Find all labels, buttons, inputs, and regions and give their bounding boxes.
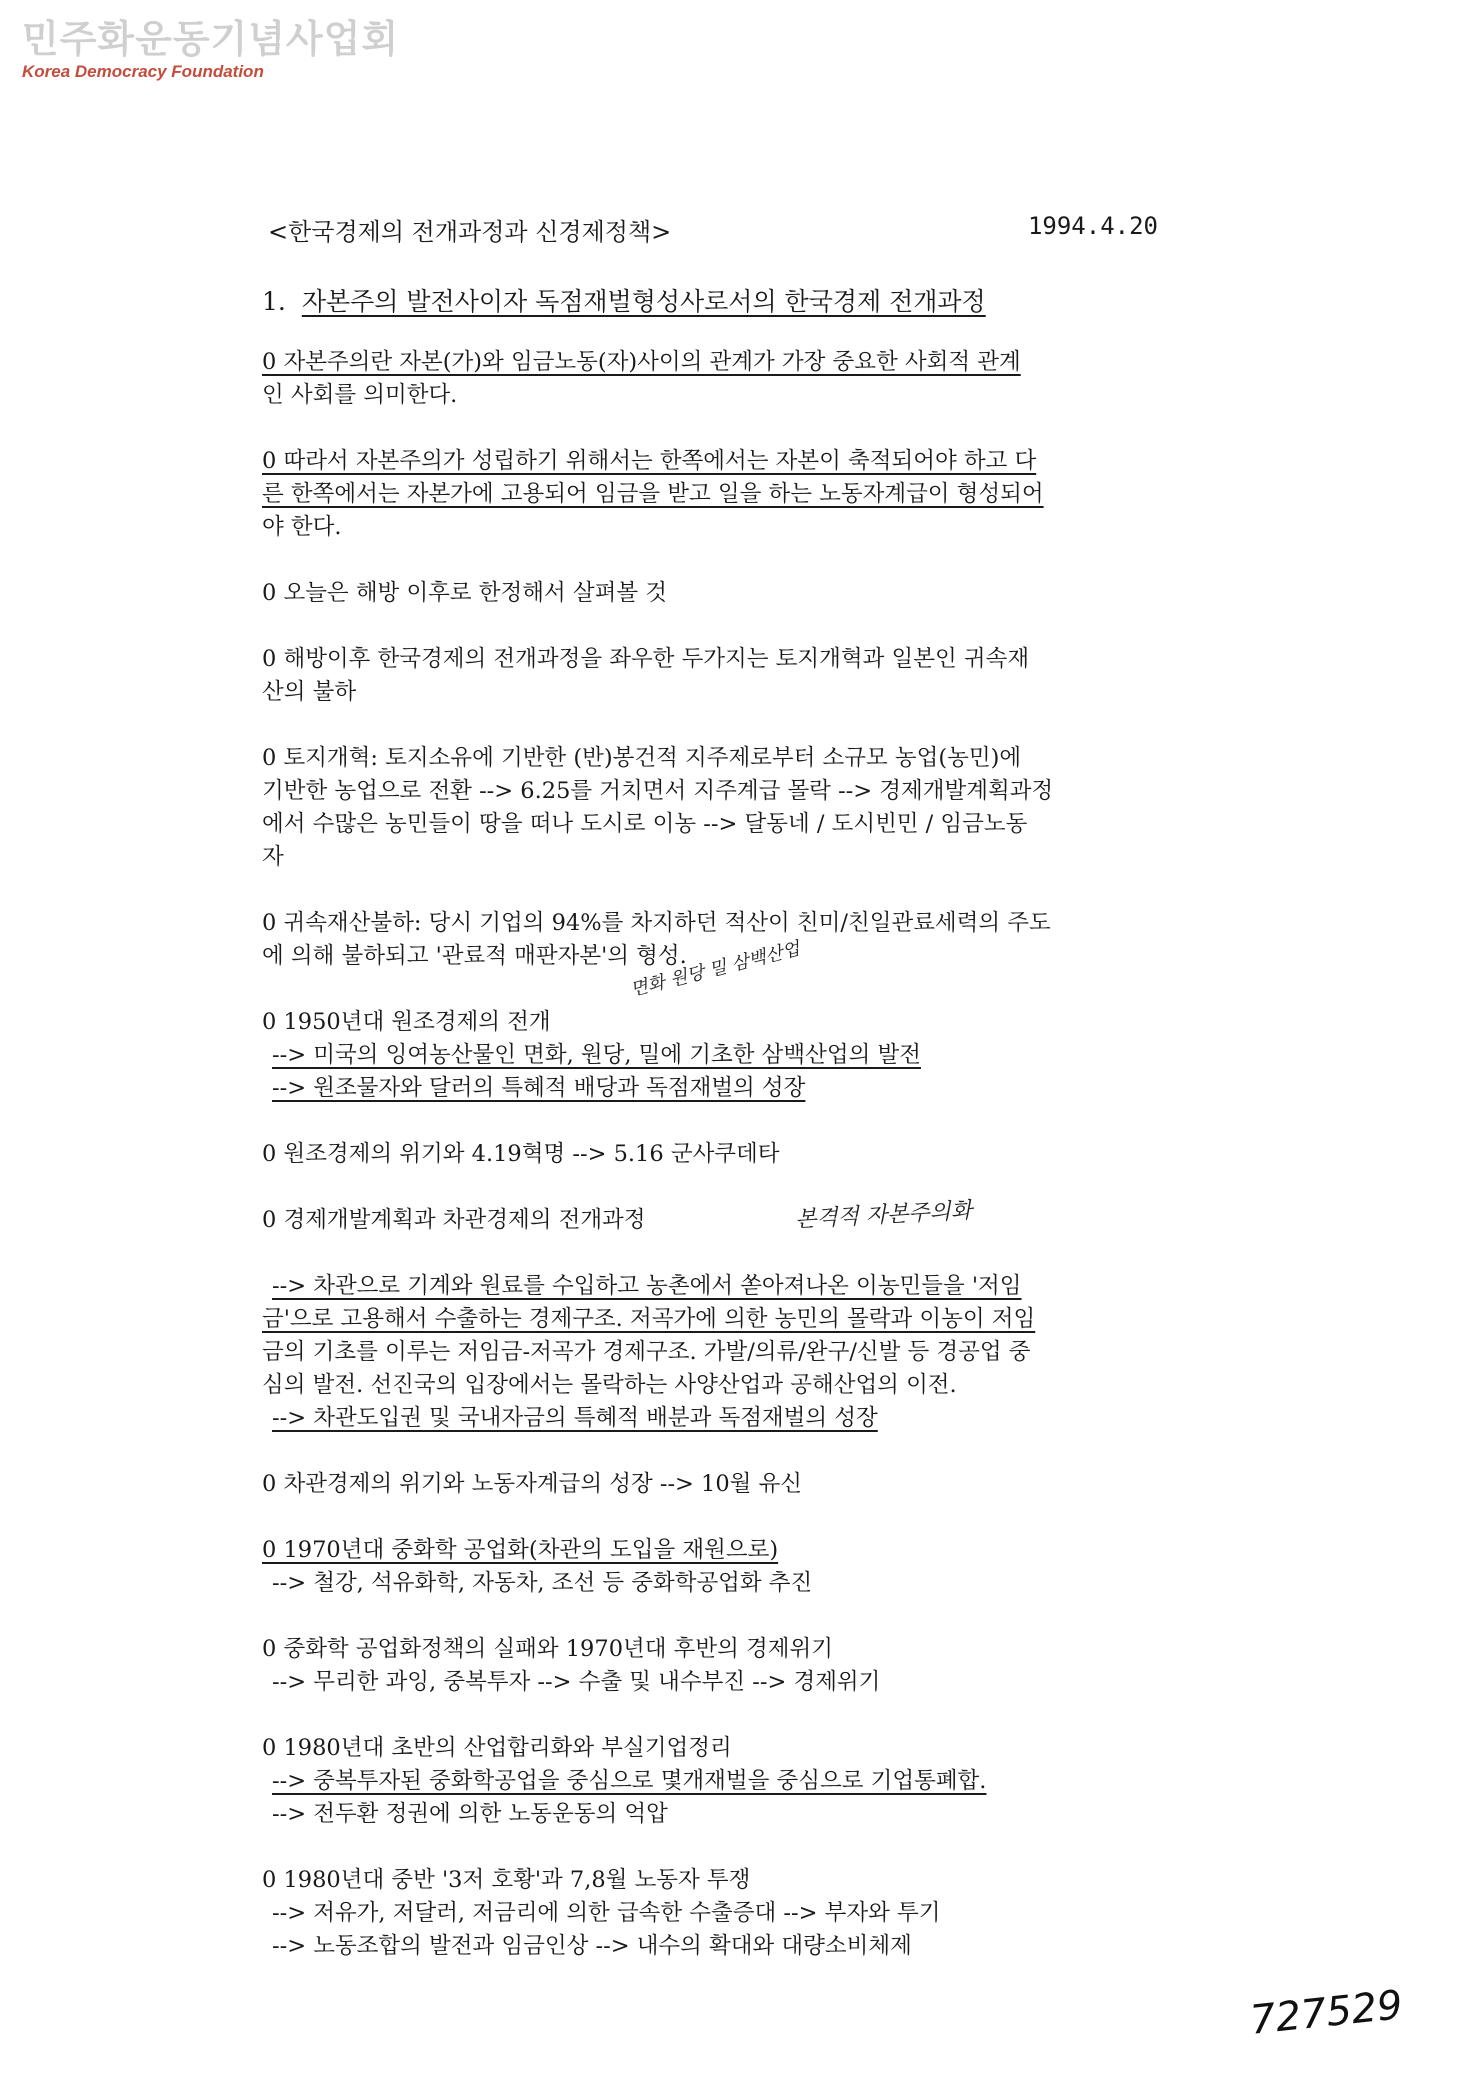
paragraph-line: 0 경제개발계획과 차관경제의 전개과정	[262, 1207, 646, 1233]
paragraph-line: 기반한 농업으로 전환 --> 6.25를 거치면서 지주계급 몰락 --> 경제개발계획과정	[262, 778, 1054, 804]
paragraph	[262, 1270, 1222, 1435]
paragraph-line: 0 차관경제의 위기와 노동자계급의 성장 --> 10월 유신	[262, 1471, 803, 1497]
document-header	[268, 212, 1158, 246]
paragraph	[262, 1138, 1222, 1171]
paragraph	[262, 445, 1222, 544]
paragraph	[262, 1864, 1222, 1963]
paragraph	[262, 1633, 1222, 1699]
paragraph-line: --> 미국의 잉여농산물인 면화, 원당, 밀에 기초한 삼백산업의 발전	[272, 1042, 921, 1068]
paragraph-line: 0 원조경제의 위기와 4.19혁명 --> 5.16 군사쿠데타	[262, 1141, 780, 1167]
paragraph-line: 0 귀속재산불하: 당시 기업의 94%를 차지하던 적산이 친미/친일관료세력의 주도	[262, 910, 1051, 936]
paragraph-line: 른 한쪽에서는 자본가에 고용되어 임금을 받고 일을 하는 노동자계급이 형성되어	[262, 481, 1044, 507]
paragraph-line: 산의 불하	[262, 679, 357, 705]
paragraph-line: 0 오늘은 해방 이후로 한정해서 살펴볼 것	[262, 580, 667, 606]
paragraph-line: 0 1950년대 원조경제의 전개	[262, 1009, 551, 1035]
paragraph-line: 0 1970년대 중화학 공업화(차관의 도입을 재원으로)	[262, 1537, 779, 1563]
paragraph-line: 자	[262, 844, 284, 870]
section-number: 1.	[262, 287, 286, 316]
document-date: 1994.4.20	[1027, 212, 1158, 240]
paragraph	[262, 577, 1222, 610]
paragraph-line: --> 차관으로 기계와 원료를 수입하고 농촌에서 쏟아져나온 이농민들을 '저임	[272, 1273, 1022, 1299]
paragraph	[262, 1006, 1222, 1105]
paragraph-line: --> 원조물자와 달러의 특혜적 배당과 독점재벌의 성장	[272, 1075, 806, 1101]
paragraph-line: 0 따라서 자본주의가 성립하기 위해서는 한쪽에서는 자본이 축적되어야 하고 다	[262, 448, 1037, 474]
document-title: <한국경제의 전개과정과 신경제정책>	[268, 218, 672, 246]
paragraph-line: 에서 수많은 농민들이 땅을 떠나 도시로 이농 --> 달동네 / 도시빈민 / 임금노동	[262, 811, 1028, 837]
document-body	[262, 346, 1222, 1996]
paragraph-line: --> 중복투자된 중화학공업을 중심으로 몇개재벌을 중심으로 기업통폐합.	[272, 1768, 987, 1794]
handwritten-note-aid-goods: 면화 원당 밀 삼백산업	[628, 938, 802, 1001]
paragraph-line: 에 의해 불하되고 '관료적 매판자본'의 형성.	[262, 943, 687, 969]
paragraph-line: --> 저유가, 저달러, 저금리에 의한 급속한 수출증대 --> 부자와 투기	[272, 1900, 941, 1926]
paragraph	[262, 1468, 1222, 1501]
paragraph-line: --> 철강, 석유화학, 자동차, 조선 등 중화학공업화 추진	[272, 1570, 813, 1596]
paragraph-line: 0 중화학 공업화정책의 실패와 1970년대 후반의 경제위기	[262, 1636, 833, 1662]
paragraph-line: 심의 발전. 선진국의 입장에서는 몰락하는 사양산업과 공해산업의 이전.	[262, 1372, 957, 1398]
logo-english-text: Korea Democracy Foundation	[22, 62, 264, 81]
paragraph	[262, 742, 1222, 874]
paragraph	[262, 1534, 1222, 1600]
paragraph-line: 0 해방이후 한국경제의 전개과정을 좌우한 두가지는 토지개혁과 일본인 귀속재	[262, 646, 1030, 672]
paragraph-line: --> 무리한 과잉, 중복투자 --> 수출 및 내수부진 --> 경제위기	[272, 1669, 881, 1695]
handwritten-note-capitalism: 본격적 자본주의화	[794, 1198, 973, 1233]
paragraph	[262, 1204, 1222, 1237]
foundation-logo	[22, 18, 399, 82]
paragraph	[262, 1732, 1222, 1831]
paragraph-line: --> 노동조합의 발전과 임금인상 --> 내수의 확대와 대량소비체제	[272, 1933, 912, 1959]
paragraph-line: 0 자본주의란 자본(가)와 임금노동(자)사이의 관계가 가장 중요한 사회적 관계	[262, 349, 1021, 375]
paragraph-line: 금의 기초를 이루는 저임금-저곡가 경제구조. 가발/의류/완구/신발 등 경공업 중	[262, 1339, 1031, 1365]
section-title: 자본주의 발전사이자 독점재벌형성사로서의 한국경제 전개과정	[301, 287, 986, 316]
paragraph-line: --> 차관도입권 및 국내자금의 특혜적 배분과 독점재벌의 성장	[272, 1405, 878, 1431]
handwritten-page-number: 727529	[1248, 1982, 1405, 2044]
paragraph	[262, 346, 1222, 412]
paragraph-line: 0 1980년대 중반 '3저 호황'과 7,8월 노동자 투쟁	[262, 1867, 751, 1893]
paragraph-line: 인 사회를 의미한다.	[262, 382, 458, 408]
paragraph-line: 금'으로 고용해서 수출하는 경제구조. 저곡가에 의한 농민의 몰락과 이농이 저임	[262, 1306, 1036, 1332]
logo-korean-text: 민주화운동기념사업회	[22, 17, 400, 61]
paragraph-line: --> 전두환 정권에 의한 노동운동의 억압	[272, 1801, 668, 1827]
paragraph-line: 야 한다.	[262, 514, 342, 540]
section-heading	[262, 282, 986, 318]
paragraph-line: 0 1980년대 초반의 산업합리화와 부실기업정리	[262, 1735, 732, 1761]
paragraph-line: 0 토지개혁: 토지소유에 기반한 (반)봉건적 지주제로부터 소규모 농업(농민)에	[262, 745, 1022, 771]
paragraph	[262, 643, 1222, 709]
